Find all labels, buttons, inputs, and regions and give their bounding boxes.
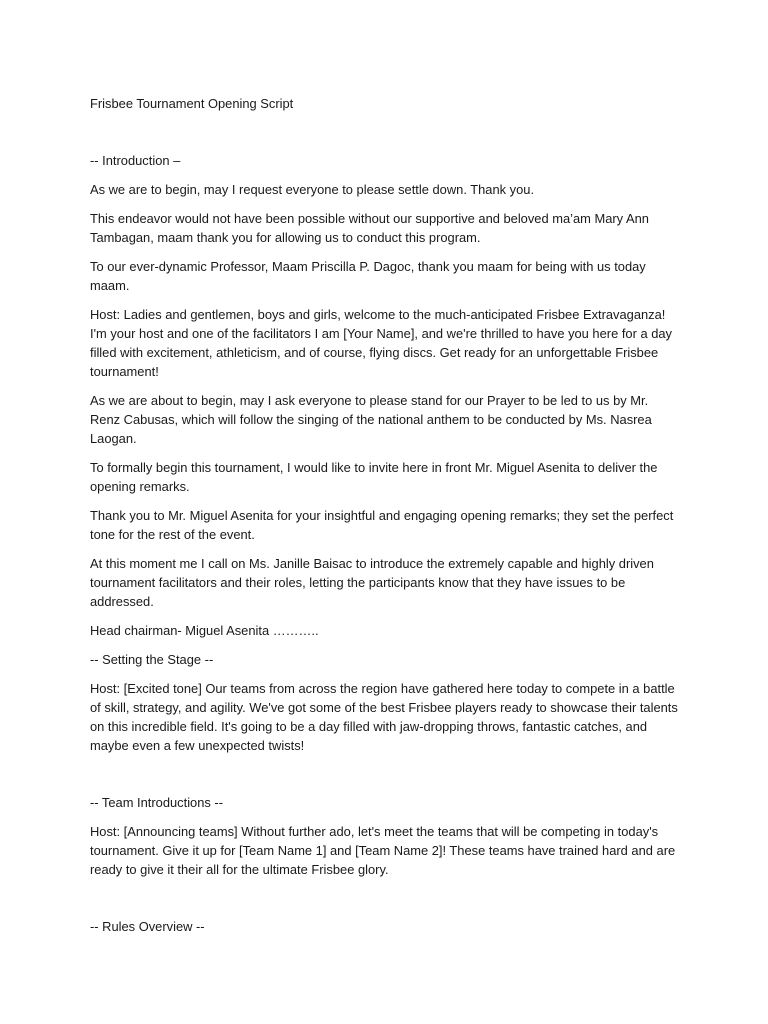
paragraph-prayer-anthem: As we are about to begin, may I ask everyone to please stand for our Prayer to be led to us by Mr. Renz Cabusas, which will follow the singing of the national anthem to be conducted by Ms. Nasrea Laogan. bbox=[90, 393, 652, 446]
document-title: Frisbee Tournament Opening Script bbox=[90, 96, 294, 111]
paragraph-thanks-tambagan: This endeavor would not have been possible without our supportive and beloved ma’am Mary Ann Tambagan, maam thank you for allowing us to conduct this program. bbox=[90, 211, 649, 245]
paragraph-opening-remarks-invite: To formally begin this tournament, I would like to invite here in front Mr. Miguel Asenita to deliver the opening remarks. bbox=[90, 460, 658, 494]
section-heading-rules-overview: -- Rules Overview -- bbox=[90, 919, 205, 934]
paragraph-facilitators-intro: At this moment me I call on Ms. Janille Baisac to introduce the extremely capable and highly driven tournament facilitators and their roles, letting the participants know that they have issues to be addressed. bbox=[90, 556, 654, 609]
section-heading-introduction: -- Introduction – bbox=[90, 153, 181, 168]
paragraph-head-chairman: Head chairman- Miguel Asenita ……….. bbox=[90, 623, 319, 638]
paragraph-thanks-dagoc: To our ever-dynamic Professor, Maam Priscilla P. Dagoc, thank you maam for being with us today maam. bbox=[90, 259, 646, 293]
paragraph-setting-the-stage: Host: [Excited tone] Our teams from across the region have gathered here today to compete in a battle of skill, strategy, and agility. We've got some of the best Frisbee players ready to showcase their talents on this incredible field. It's going to be a day filled with jaw-dropping throws, fantastic catches, and maybe even a few unexpected twists! bbox=[90, 681, 678, 753]
section-heading-setting-the-stage: -- Setting the Stage -- bbox=[90, 652, 214, 667]
paragraph-host-welcome: Host: Ladies and gentlemen, boys and girls, welcome to the much-anticipated Frisbee Extravaganza! I'm your host and one of the facilitators I am [Your Name], and we're thrilled to have you here for a day filled with excitement, athleticism, and of course, flying discs. Get ready for an unforgettable Frisbee tournament! bbox=[90, 307, 672, 379]
paragraph-opening-remarks-thanks: Thank you to Mr. Miguel Asenita for your insightful and engaging opening remarks; they set the perfect tone for the rest of the event. bbox=[90, 508, 674, 542]
paragraph-team-introductions: Host: [Announcing teams] Without further ado, let's meet the teams that will be competing in today's tournament. Give it up for [Team Name 1] and [Team Name 2]! These teams have trained hard and are ready to give it their all for the ultimate Frisbee glory. bbox=[90, 824, 676, 877]
paragraph-settle-down: As we are to begin, may I request everyone to please settle down. Thank you. bbox=[90, 182, 535, 197]
section-heading-team-introductions: -- Team Introductions -- bbox=[90, 795, 224, 810]
